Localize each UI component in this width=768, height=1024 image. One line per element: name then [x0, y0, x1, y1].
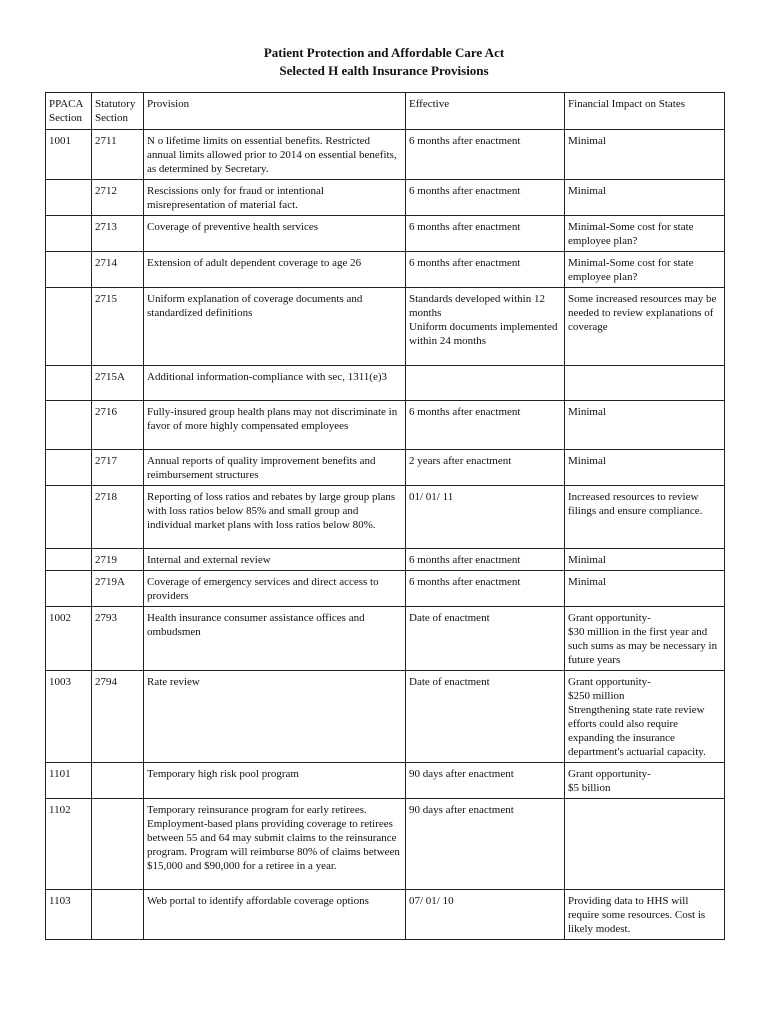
- cell-provision: Extension of adult dependent coverage to age 26: [144, 252, 406, 288]
- table-row: [46, 366, 725, 401]
- cell-impact: Minimal-Some cost for state employee plan?: [565, 216, 725, 252]
- cell-statutory: [92, 890, 144, 940]
- cell-ppaca: 1102: [46, 799, 92, 890]
- table-row: [46, 607, 725, 671]
- table-row: [46, 401, 725, 450]
- table-row: [46, 799, 725, 890]
- cell-effective: 6 months after enactment: [406, 130, 565, 180]
- cell-effective: [406, 366, 565, 401]
- cell-statutory: 2793: [92, 607, 144, 671]
- cell-impact: [565, 799, 725, 890]
- cell-statutory: 2719A: [92, 571, 144, 607]
- table-row: [46, 130, 725, 180]
- cell-provision: Additional information-compliance with sec, 1311(e)3: [144, 366, 406, 401]
- cell-impact: Minimal: [565, 549, 725, 571]
- cell-impact: Minimal: [565, 130, 725, 180]
- table-header-row: [46, 93, 725, 130]
- table-row: [46, 890, 725, 940]
- cell-effective: 90 days after enactment: [406, 799, 565, 890]
- cell-ppaca: [46, 288, 92, 366]
- cell-provision: Fully-insured group health plans may not discriminate in favor of more highly compensated employees: [144, 401, 406, 450]
- cell-impact: Increased resources to review filings and ensure compliance.: [565, 486, 725, 549]
- cell-provision: Rate review: [144, 671, 406, 763]
- provisions-table: [45, 92, 725, 940]
- cell-provision: Coverage of preventive health services: [144, 216, 406, 252]
- table-row: [46, 180, 725, 216]
- cell-provision: Annual reports of quality improvement benefits and reimbursement structures: [144, 450, 406, 486]
- cell-statutory: 2713: [92, 216, 144, 252]
- cell-statutory: 2714: [92, 252, 144, 288]
- cell-statutory: 2794: [92, 671, 144, 763]
- cell-effective: 07/ 01/ 10: [406, 890, 565, 940]
- cell-ppaca: [46, 180, 92, 216]
- cell-provision: Reporting of loss ratios and rebates by large group plans with loss ratios below 85% and small group and individual market plans with loss ratios below 80%.: [144, 486, 406, 549]
- table-row: [46, 671, 725, 763]
- cell-ppaca: [46, 401, 92, 450]
- cell-ppaca: [46, 486, 92, 549]
- cell-ppaca: [46, 252, 92, 288]
- table-row: [46, 486, 725, 549]
- table-row: [46, 571, 725, 607]
- header-financial-impact: Financial Impact on States: [565, 93, 725, 130]
- cell-ppaca: [46, 450, 92, 486]
- cell-effective: Standards developed within 12 months Uniform documents implemented within 24 months: [406, 288, 565, 366]
- cell-impact: Some increased resources may be needed to review explanations of coverage: [565, 288, 725, 366]
- cell-provision: Uniform explanation of coverage documents and standardized definitions: [144, 288, 406, 366]
- cell-impact: Grant opportunity- $250 million Strengthening state rate review efforts could also require expanding the insurance department's actuarial capacity.: [565, 671, 725, 763]
- cell-effective: 6 months after enactment: [406, 252, 565, 288]
- cell-effective: 01/ 01/ 11: [406, 486, 565, 549]
- cell-effective: 6 months after enactment: [406, 571, 565, 607]
- cell-effective: Date of enactment: [406, 607, 565, 671]
- cell-ppaca: 1101: [46, 763, 92, 799]
- cell-provision: Rescissions only for fraud or intentional misrepresentation of material fact.: [144, 180, 406, 216]
- cell-statutory: 2717: [92, 450, 144, 486]
- header-effective: Effective: [406, 93, 565, 130]
- table-row: [46, 288, 725, 366]
- cell-effective: 90 days after enactment: [406, 763, 565, 799]
- table-row: [46, 252, 725, 288]
- cell-statutory: 2715: [92, 288, 144, 366]
- cell-ppaca: [46, 549, 92, 571]
- cell-impact: Minimal: [565, 450, 725, 486]
- cell-effective: 6 months after enactment: [406, 549, 565, 571]
- cell-ppaca: [46, 216, 92, 252]
- cell-impact: Minimal: [565, 180, 725, 216]
- cell-provision: N o lifetime limits on essential benefits. Restricted annual limits allowed prior to 2014 on essential benefits, as determined by Secretary.: [144, 130, 406, 180]
- cell-ppaca: 1002: [46, 607, 92, 671]
- table-row: [46, 763, 725, 799]
- cell-impact: Grant opportunity- $30 million in the first year and such sums as may be necessary in future years: [565, 607, 725, 671]
- header-provision: Provision: [144, 93, 406, 130]
- table-row: [46, 549, 725, 571]
- cell-ppaca: [46, 366, 92, 401]
- cell-impact: Providing data to HHS will require some resources. Cost is likely modest.: [565, 890, 725, 940]
- cell-effective: 6 months after enactment: [406, 216, 565, 252]
- cell-impact: Minimal: [565, 571, 725, 607]
- document-subtitle: Selected H ealth Insurance Provisions: [279, 63, 489, 78]
- cell-ppaca: [46, 571, 92, 607]
- cell-provision: Health insurance consumer assistance offices and ombudsmen: [144, 607, 406, 671]
- cell-ppaca: 1003: [46, 671, 92, 763]
- cell-statutory: 2711: [92, 130, 144, 180]
- document-title: Patient Protection and Affordable Care Act: [263, 45, 505, 60]
- cell-provision: Coverage of emergency services and direct access to providers: [144, 571, 406, 607]
- cell-provision: Internal and external review: [144, 549, 406, 571]
- cell-impact: Grant opportunity- $5 billion: [565, 763, 725, 799]
- cell-effective: Date of enactment: [406, 671, 565, 763]
- cell-effective: 6 months after enactment: [406, 180, 565, 216]
- table-row: [46, 450, 725, 486]
- cell-statutory: 2716: [92, 401, 144, 450]
- cell-provision: Temporary high risk pool program: [144, 763, 406, 799]
- cell-ppaca: 1001: [46, 130, 92, 180]
- cell-statutory: 2718: [92, 486, 144, 549]
- cell-ppaca: 1103: [46, 890, 92, 940]
- cell-statutory: 2712: [92, 180, 144, 216]
- cell-provision: Web portal to identify affordable coverage options: [144, 890, 406, 940]
- header-ppaca-section: PPACA Section: [46, 93, 92, 130]
- cell-effective: 6 months after enactment: [406, 401, 565, 450]
- cell-statutory: [92, 799, 144, 890]
- cell-impact: [565, 366, 725, 401]
- cell-impact: Minimal-Some cost for state employee plan?: [565, 252, 725, 288]
- cell-provision: Temporary reinsurance program for early retirees. Employment-based plans providing coverage to retirees between 55 and 64 may submit claims to the reinsurance program. Program will reimburse 80% of claims between $15,000 and $90,000 for a retiree in a year.: [144, 799, 406, 890]
- table-row: [46, 216, 725, 252]
- cell-effective: 2 years after enactment: [406, 450, 565, 486]
- header-statutory-section: Statutory Section: [92, 93, 144, 130]
- cell-statutory: [92, 763, 144, 799]
- cell-statutory: 2715A: [92, 366, 144, 401]
- cell-statutory: 2719: [92, 549, 144, 571]
- cell-impact: Minimal: [565, 401, 725, 450]
